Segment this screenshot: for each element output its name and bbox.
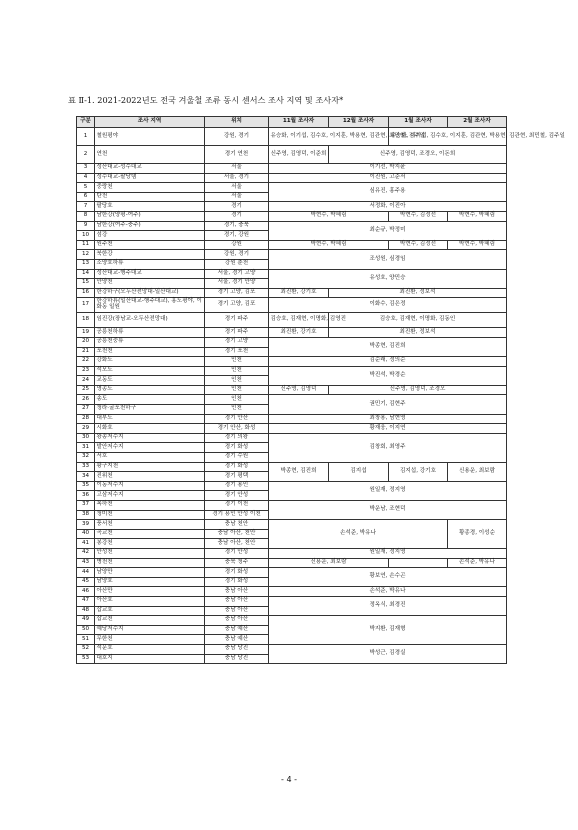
row-number: 53 bbox=[77, 654, 95, 664]
location: 경기 평택 bbox=[205, 472, 269, 482]
table-row bbox=[77, 558, 507, 568]
row-number: 5 bbox=[77, 183, 95, 193]
surveyor-cell: 박성근, 김경실 bbox=[269, 644, 507, 663]
surveyor-cell: 서정화, 이진아 bbox=[269, 202, 507, 212]
surveyor-cell: 원일재, 정지영 bbox=[269, 548, 507, 558]
row-number: 42 bbox=[77, 548, 95, 558]
location: 인천 bbox=[205, 376, 269, 386]
survey-area: 중랑천 bbox=[95, 183, 205, 193]
row-number: 1 bbox=[77, 128, 95, 146]
row-number: 38 bbox=[77, 510, 95, 520]
survey-area: 고삼저수지 bbox=[95, 491, 205, 501]
surveyor-cell: 황종경, 이성순 bbox=[448, 520, 507, 549]
surveyor-cell: 박현수, 박혜림 bbox=[448, 211, 507, 221]
survey-area: 병천천 bbox=[95, 558, 205, 568]
row-number: 11 bbox=[77, 240, 95, 250]
table-row bbox=[77, 183, 507, 193]
row-number: 16 bbox=[77, 288, 95, 298]
survey-area: 소양호하류 bbox=[95, 259, 205, 269]
table-row bbox=[77, 587, 507, 597]
survey-area: 북한강 bbox=[95, 250, 205, 260]
survey-area: 청라·굴포천하구 bbox=[95, 405, 205, 415]
survey-area: 황구지천 bbox=[95, 462, 205, 472]
location: 경기 화성 bbox=[205, 577, 269, 587]
surveyor-cell: 손석준, 박유나 bbox=[269, 520, 448, 549]
location: 경기 안산, 화성 bbox=[205, 424, 269, 434]
survey-area: 공릉천중류 bbox=[95, 337, 205, 347]
location: 경기 의왕 bbox=[205, 433, 269, 443]
survey-area: 무한천 bbox=[95, 635, 205, 645]
surveyor-cell: 정옥식, 최경진 bbox=[269, 596, 507, 615]
survey-area: 삽교호 bbox=[95, 606, 205, 616]
row-number: 31 bbox=[77, 443, 95, 453]
header-cell: 1월 조사자 bbox=[389, 117, 448, 128]
table-row bbox=[77, 433, 507, 443]
table-row bbox=[77, 357, 507, 367]
survey-area: 이동저수지 bbox=[95, 481, 205, 491]
location: 서울, 경기 안양 bbox=[205, 279, 269, 289]
location: 충남 예산 bbox=[205, 625, 269, 635]
row-number: 27 bbox=[77, 405, 95, 415]
surveyor-cell: 김창회, 최영주 bbox=[269, 433, 507, 462]
table-row bbox=[77, 173, 507, 183]
survey-area: 남양만 bbox=[95, 568, 205, 578]
surveyor-cell: 권민기, 김현주 bbox=[269, 395, 507, 414]
row-number: 35 bbox=[77, 481, 95, 491]
table-row bbox=[77, 366, 507, 376]
location: 충남 당진 bbox=[205, 654, 269, 664]
row-number: 23 bbox=[77, 366, 95, 376]
surveyor-cell: 최진환, 정보석 bbox=[329, 328, 507, 338]
row-number: 20 bbox=[77, 337, 95, 347]
surveyor-cell: 신용운, 최보람 bbox=[448, 462, 507, 481]
survey-area: 남한강(양평-여주) bbox=[95, 211, 205, 221]
page-number: - 4 - bbox=[281, 775, 297, 784]
surveyor-cell: 박현수, 김정선 bbox=[389, 211, 448, 221]
survey-area: 삽교천 bbox=[95, 616, 205, 626]
survey-area: 성수대교-팔당댐 bbox=[95, 173, 205, 183]
location: 서울 bbox=[205, 164, 269, 174]
survey-area: 공릉천하류 bbox=[95, 328, 205, 338]
row-number: 24 bbox=[77, 376, 95, 386]
table-row bbox=[77, 596, 507, 606]
location: 경기 포천 bbox=[205, 347, 269, 357]
location: 강원, 경기 bbox=[205, 128, 269, 146]
surveyor-cell: 신주영, 김영덕, 조경오, 이돈희 bbox=[329, 146, 507, 164]
survey-area: 연천 bbox=[95, 146, 205, 164]
survey-area: 임진강(장남교-오두산전망대) bbox=[95, 313, 205, 328]
surveyor-cell: 유승화, 이기섭, 김수호, 이지훈, 김관현, 박용현, 김관현, 최민철, 김주일 bbox=[389, 128, 507, 146]
survey-area: 탄천 bbox=[95, 192, 205, 202]
location: 충남 아산, 천안 bbox=[205, 529, 269, 539]
surveyor-cell bbox=[389, 558, 448, 568]
location: 경기 안성 bbox=[205, 491, 269, 501]
surveyor-cell: 신주영, 김영덕, 조경오 bbox=[329, 385, 507, 395]
header-row bbox=[77, 117, 507, 128]
location: 경기 화성 bbox=[205, 443, 269, 453]
surveyor-cell: 최진환, 정보석 bbox=[329, 288, 507, 298]
surveyor-cell: 김승호, 김재현, 이명화, 김영진 bbox=[269, 313, 329, 328]
surveyor-cell: 최순규, 박정미 bbox=[269, 221, 507, 240]
location: 경기 파주 bbox=[205, 313, 269, 328]
survey-area: 원주천 bbox=[95, 240, 205, 250]
survey-area: 한강하류(일산대교-행주대교), 홍도평야, 이화동 일원 bbox=[95, 298, 205, 313]
table-row bbox=[77, 385, 507, 395]
surveyor-cell: 신용운, 최보람 bbox=[269, 558, 389, 568]
row-number: 34 bbox=[77, 472, 95, 482]
row-number: 18 bbox=[77, 313, 95, 328]
location: 경기 화성 bbox=[205, 568, 269, 578]
location: 서울, 경기 bbox=[205, 173, 269, 183]
row-number: 48 bbox=[77, 606, 95, 616]
surveyor-cell: 박종현, 김진희 bbox=[269, 337, 507, 356]
row-number: 46 bbox=[77, 587, 95, 597]
table-row bbox=[77, 221, 507, 231]
header-cell: 11월 조사자 bbox=[269, 117, 329, 128]
table-row bbox=[77, 414, 507, 424]
location: 충남 천안 bbox=[205, 520, 269, 530]
survey-area: 교동도 bbox=[95, 376, 205, 386]
surveyor-cell: 황보연, 손수곤 bbox=[269, 568, 507, 587]
survey-area: 한강하구(오두산전망대-일산대교) bbox=[95, 288, 205, 298]
row-number: 2 bbox=[77, 146, 95, 164]
survey-area: 예당저수지 bbox=[95, 625, 205, 635]
location: 경기 파주 bbox=[205, 328, 269, 338]
location: 충남 아산 bbox=[205, 596, 269, 606]
row-number: 40 bbox=[77, 529, 95, 539]
table-row bbox=[77, 462, 507, 472]
surveyor-cell: 박현수, 박혜림 bbox=[269, 211, 389, 221]
surveyor-cell: 최진환, 강기호 bbox=[269, 288, 329, 298]
row-number: 44 bbox=[77, 568, 95, 578]
surveyor-cell: 심유진, 홍주용 bbox=[269, 183, 507, 202]
surveyor-cell: 신주영, 김영덕 bbox=[269, 385, 329, 395]
location: 충남 당진 bbox=[205, 644, 269, 654]
row-number: 3 bbox=[77, 164, 95, 174]
table-row bbox=[77, 240, 507, 250]
survey-area: 송도 bbox=[95, 395, 205, 405]
row-number: 50 bbox=[77, 625, 95, 635]
surveyor-cell: 박현수, 김정선 bbox=[389, 240, 448, 250]
location: 강원 춘천 bbox=[205, 259, 269, 269]
survey-area: 복하천 bbox=[95, 501, 205, 511]
surveyor-cell: 김순래, 정의순 bbox=[269, 357, 507, 367]
row-number: 36 bbox=[77, 491, 95, 501]
location: 경기 bbox=[205, 202, 269, 212]
surveyor-cell: 유성호, 양민승 bbox=[269, 269, 507, 288]
table-row bbox=[77, 128, 507, 146]
location: 경기 화성 bbox=[205, 462, 269, 472]
table-row bbox=[77, 250, 507, 260]
row-number: 45 bbox=[77, 577, 95, 587]
survey-area: 팔당호 bbox=[95, 202, 205, 212]
survey-area: 대부도 bbox=[95, 414, 205, 424]
table-row bbox=[77, 146, 507, 164]
surveyor-cell: 이진원, 고준서 bbox=[269, 173, 507, 183]
survey-area: 진위천 bbox=[95, 472, 205, 482]
survey-area: 아산만 bbox=[95, 587, 205, 597]
location: 경기 안산 bbox=[205, 414, 269, 424]
table-row bbox=[77, 211, 507, 221]
location: 경기 이천 bbox=[205, 501, 269, 511]
table-row bbox=[77, 313, 507, 328]
survey-area: 성산대교-행주대교 bbox=[95, 269, 205, 279]
table-row bbox=[77, 548, 507, 558]
table-row bbox=[77, 328, 507, 338]
location: 서울 bbox=[205, 183, 269, 193]
survey-area: 아산호 bbox=[95, 596, 205, 606]
surveyor-cell: 손석준, 박유나 bbox=[269, 587, 507, 597]
surveyor-cell: 최진환, 강기호 bbox=[269, 328, 329, 338]
survey-area: 포천천 bbox=[95, 347, 205, 357]
surveyor-cell: 박종현, 김진희 bbox=[269, 462, 329, 481]
survey-area: 발안저수지 bbox=[95, 443, 205, 453]
row-number: 17 bbox=[77, 298, 95, 313]
survey-area: 안양천 bbox=[95, 279, 205, 289]
surveyor-cell: 박현수, 박혜림 bbox=[269, 240, 389, 250]
row-number: 29 bbox=[77, 424, 95, 434]
header-cell: 2월 조사자 bbox=[448, 117, 507, 128]
row-number: 9 bbox=[77, 221, 95, 231]
table-row bbox=[77, 616, 507, 626]
location: 경기 고양, 김포 bbox=[205, 288, 269, 298]
row-number: 51 bbox=[77, 635, 95, 645]
row-number: 4 bbox=[77, 173, 95, 183]
survey-area: 남양호 bbox=[95, 577, 205, 587]
header-cell: 구분 bbox=[77, 117, 95, 128]
surveyor-cell: 박지환, 김재형 bbox=[269, 616, 507, 645]
survey-area: 대호지 bbox=[95, 654, 205, 664]
survey-area: 철원평야 bbox=[95, 128, 205, 146]
row-number: 7 bbox=[77, 202, 95, 212]
row-number: 41 bbox=[77, 539, 95, 549]
table-row bbox=[77, 164, 507, 174]
survey-area: 석모도 bbox=[95, 366, 205, 376]
location: 경기 고양 bbox=[205, 337, 269, 347]
location: 경기 bbox=[205, 211, 269, 221]
table-row bbox=[77, 298, 507, 313]
table-row bbox=[77, 424, 507, 434]
surveyor-cell: 박운남, 조현덕 bbox=[269, 501, 507, 520]
row-number: 26 bbox=[77, 395, 95, 405]
row-number: 30 bbox=[77, 433, 95, 443]
location: 충남 예산 bbox=[205, 635, 269, 645]
row-number: 47 bbox=[77, 596, 95, 606]
survey-table bbox=[76, 116, 565, 664]
survey-area: 성산대교-성수대교 bbox=[95, 164, 205, 174]
location: 경기, 강원 bbox=[205, 231, 269, 241]
header-cell: 12월 조사자 bbox=[329, 117, 389, 128]
table-row bbox=[77, 269, 507, 279]
row-number: 13 bbox=[77, 259, 95, 269]
surveyor-cell: 김승호, 김재현, 이명화, 김동인 bbox=[329, 313, 507, 328]
row-number: 19 bbox=[77, 328, 95, 338]
row-number: 21 bbox=[77, 347, 95, 357]
survey-area: 왕송저수지 bbox=[95, 433, 205, 443]
survey-area: 안성천 bbox=[95, 548, 205, 558]
surveyor-cell: 이화수, 김은정 bbox=[269, 298, 507, 313]
row-number: 6 bbox=[77, 192, 95, 202]
location: 서울, 경기 고양 bbox=[205, 269, 269, 279]
surveyor-cell: 최창용, 남현영 bbox=[269, 414, 507, 424]
row-number: 32 bbox=[77, 453, 95, 463]
surveyor-cell: 원일재, 정지영 bbox=[269, 481, 507, 500]
table-caption: 표 Ⅱ-1. 2021-2022년도 전국 겨울철 조류 동시 센서스 조사 지역 및 조사자* bbox=[68, 95, 344, 105]
table-row bbox=[77, 501, 507, 511]
survey-area: 강화도 bbox=[95, 357, 205, 367]
location: 경기 용인 bbox=[205, 481, 269, 491]
surveyor-cell: 김지섭, 강기호 bbox=[389, 462, 448, 481]
location: 강원 bbox=[205, 240, 269, 250]
survey-area: 봉강천 bbox=[95, 539, 205, 549]
location: 경기 고양, 김포 bbox=[205, 298, 269, 313]
surveyor-cell: 박현수, 박혜림 bbox=[448, 240, 507, 250]
table-row bbox=[77, 395, 507, 405]
row-number: 49 bbox=[77, 616, 95, 626]
survey-area: 풍서천 bbox=[95, 520, 205, 530]
survey-area: 섬강 bbox=[95, 231, 205, 241]
row-number: 10 bbox=[77, 231, 95, 241]
row-number: 39 bbox=[77, 520, 95, 530]
location: 서울 bbox=[205, 192, 269, 202]
table-row bbox=[77, 202, 507, 212]
location: 인천 bbox=[205, 405, 269, 415]
row-number: 43 bbox=[77, 558, 95, 568]
location: 경기 수원 bbox=[205, 453, 269, 463]
location: 충남 아산, 천안 bbox=[205, 539, 269, 549]
row-number: 14 bbox=[77, 269, 95, 279]
row-number: 8 bbox=[77, 211, 95, 221]
location: 인천 bbox=[205, 357, 269, 367]
location: 인천 bbox=[205, 385, 269, 395]
table-row bbox=[77, 644, 507, 654]
surveyor-cell: 김지섭 bbox=[329, 462, 389, 481]
row-number: 52 bbox=[77, 644, 95, 654]
survey-area: 곡교천 bbox=[95, 529, 205, 539]
row-number: 33 bbox=[77, 462, 95, 472]
surveyor-cell: 이기선, 박지윤 bbox=[269, 164, 507, 174]
surveyor-cell: 조성원, 심경임 bbox=[269, 250, 507, 269]
table-row bbox=[77, 481, 507, 491]
location: 경기 용인 안성 이천 bbox=[205, 510, 269, 520]
table-row bbox=[77, 288, 507, 298]
location: 충남 아산 bbox=[205, 616, 269, 626]
location: 강원, 경기 bbox=[205, 250, 269, 260]
header-cell: 위치 bbox=[205, 117, 269, 128]
surveyor-cell: 황재웅, 이지연 bbox=[269, 424, 507, 434]
row-number: 12 bbox=[77, 250, 95, 260]
table-row bbox=[77, 520, 507, 530]
location: 충남 아산 bbox=[205, 606, 269, 616]
survey-area: 청미천 bbox=[95, 510, 205, 520]
location: 경기 연천 bbox=[205, 146, 269, 164]
row-number: 25 bbox=[77, 385, 95, 395]
surveyor-cell: 유승화, 이기섭, 김수호, 이지훈, 박용현, 김관현, 최민철, 김주일 bbox=[269, 128, 389, 146]
location: 충남 아산 bbox=[205, 587, 269, 597]
location: 인천 bbox=[205, 366, 269, 376]
survey-area: 남한강(여주-충주) bbox=[95, 221, 205, 231]
row-number: 15 bbox=[77, 279, 95, 289]
survey-area: 석문호 bbox=[95, 644, 205, 654]
survey-area: 시화호 bbox=[95, 424, 205, 434]
location: 인천 bbox=[205, 395, 269, 405]
row-number: 22 bbox=[77, 357, 95, 367]
survey-area: 서호 bbox=[95, 453, 205, 463]
location: 경기 안성 bbox=[205, 548, 269, 558]
survey-area: 영종도 bbox=[95, 385, 205, 395]
surveyor-cell: 박진석, 박경순 bbox=[269, 366, 507, 385]
location: 충북 청주 bbox=[205, 558, 269, 568]
surveyor-cell: 신주영, 김영덕, 이준희 bbox=[269, 146, 329, 164]
table-row bbox=[77, 337, 507, 347]
row-number: 28 bbox=[77, 414, 95, 424]
header-cell: 조사 지역 bbox=[95, 117, 205, 128]
location: 경기, 충북 bbox=[205, 221, 269, 231]
surveyor-cell: 손석준, 박유나 bbox=[448, 558, 507, 568]
table-row bbox=[77, 568, 507, 578]
row-number: 37 bbox=[77, 501, 95, 511]
